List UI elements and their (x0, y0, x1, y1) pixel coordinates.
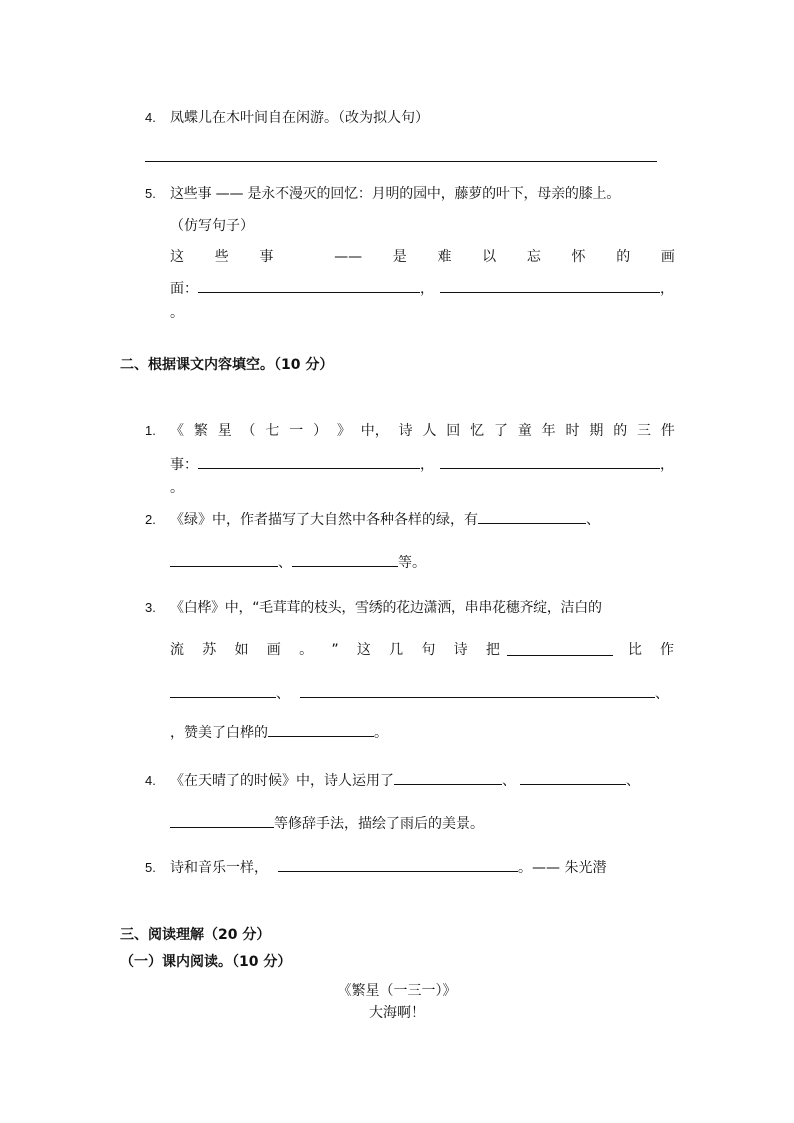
answer-blank[interactable] (170, 552, 278, 567)
separator: 、 (278, 555, 292, 571)
char: 苏 (202, 642, 217, 658)
char: 期 (589, 423, 604, 439)
char: 了 (493, 423, 508, 439)
poem-line: 大海啊！ (369, 1005, 425, 1021)
line-end: 。—— 朱光潜 (518, 860, 607, 876)
question-text: 诗和音乐一样， (170, 860, 268, 876)
char: 把 (485, 642, 500, 658)
separator: 、 (655, 686, 669, 702)
answer-blank[interactable] (440, 454, 660, 469)
question-number: 1. (145, 423, 156, 438)
char: 件 (660, 423, 675, 439)
fill-line (170, 552, 426, 572)
comma: ， (420, 457, 434, 473)
char: 忆 (470, 423, 485, 439)
answer-blank[interactable] (170, 683, 276, 698)
answer-line[interactable] (145, 161, 657, 162)
subsection-title: （一）课内阅读。（10 分） (120, 954, 292, 970)
fill-line (170, 278, 674, 298)
char: 七 (265, 423, 280, 439)
char: 中， (360, 423, 389, 439)
char: 诗 (398, 423, 413, 439)
char: 这 (356, 642, 371, 658)
question-text: 这些事 —— 是永不漫灭的回忆：月明的园中，藤萝的叶下，母亲的膝上。 (170, 186, 621, 202)
char: 几 (389, 642, 404, 658)
char: 年 (541, 423, 556, 439)
question-text: 等修辞手法，描绘了雨后的美景。 (274, 816, 484, 832)
justified-line (170, 246, 675, 266)
comma: ， (420, 281, 434, 297)
char: （ (241, 423, 256, 439)
answer-blank[interactable] (440, 278, 660, 293)
char: 句 (421, 642, 436, 658)
char: 比 (628, 642, 642, 658)
char: 诗 (453, 642, 468, 658)
answer-blank[interactable] (278, 857, 518, 872)
char: 是 (392, 249, 407, 265)
question-note: （仿写句子） (170, 218, 254, 234)
separator: 、 (276, 686, 290, 702)
char: 怀 (571, 249, 586, 265)
char: 难 (437, 249, 452, 265)
question-text: 《在天晴了的时候》中，诗人运用了 (170, 773, 394, 789)
char: 一 (289, 423, 304, 439)
separator: 、 (502, 773, 516, 789)
comma: ， (660, 457, 674, 473)
separator: 、 (626, 773, 640, 789)
section-title: 三、阅读理解（20 分） (120, 927, 271, 943)
dash: —— (334, 249, 363, 265)
question-number: 4. (145, 110, 156, 125)
char: 。 (299, 642, 314, 658)
char: 回 (446, 423, 461, 439)
line-end: 。 (170, 305, 184, 321)
char: 画 (660, 249, 675, 265)
justified-line (170, 639, 500, 659)
question-text: ，赞美了白桦的 (170, 725, 268, 741)
char: 》 (336, 423, 351, 439)
char: 繁 (193, 423, 208, 439)
char: 星 (217, 423, 232, 439)
char: 童 (517, 423, 532, 439)
fill-line (170, 722, 388, 742)
fill-line (170, 454, 674, 474)
char: 这 (170, 249, 184, 265)
fill-line (170, 509, 600, 529)
line-end: 等。 (398, 555, 426, 571)
char: 作 (660, 642, 674, 658)
fill-line (170, 770, 640, 790)
fill-line (170, 813, 484, 833)
answer-blank[interactable] (292, 552, 398, 567)
answer-blank[interactable] (394, 770, 502, 785)
answer-blank[interactable] (170, 813, 274, 828)
answer-blank[interactable] (478, 509, 586, 524)
comma: ， (660, 281, 674, 297)
answer-blank[interactable] (300, 683, 655, 698)
fill-line (170, 857, 606, 877)
char: 人 (422, 423, 437, 439)
char: 以 (482, 249, 497, 265)
answer-line[interactable] (507, 655, 613, 656)
line-start: 面： (170, 281, 198, 297)
fill-line (170, 683, 669, 703)
question-number: 4. (145, 773, 156, 788)
question-text: 凤蝶儿在木叶间自在闲游。（改为拟人句） (170, 110, 429, 126)
char: 流 (170, 642, 184, 658)
answer-blank[interactable] (198, 454, 420, 469)
char: 事 (259, 249, 274, 265)
question-number: 5. (145, 860, 156, 875)
char: 忘 (526, 249, 541, 265)
answer-blank[interactable] (268, 722, 374, 737)
question-number: 5. (145, 186, 156, 201)
section-title: 二、根据课文内容填空。（10 分） (120, 357, 334, 373)
answer-blank[interactable] (198, 278, 420, 293)
answer-blank[interactable] (520, 770, 626, 785)
line-end: 。 (374, 725, 388, 741)
line-start: 事： (170, 457, 198, 473)
char: 的 (616, 249, 631, 265)
separator: 、 (586, 512, 600, 528)
poem-title: 《繁星（一三一）》 (337, 983, 457, 999)
char: 《 (170, 423, 184, 439)
char: 如 (234, 642, 249, 658)
justified-line (170, 420, 675, 440)
char: 的 (613, 423, 628, 439)
char: 画 (266, 642, 281, 658)
question-number: 2. (145, 512, 156, 527)
char: ） (313, 423, 328, 439)
question-text: 《白桦》中，“毛茸茸的枝头，雪绣的花边潇洒，串串花穗齐绽，洁白的 (170, 600, 602, 616)
char: 时 (565, 423, 580, 439)
question-number: 3. (145, 600, 156, 615)
line-end: 。 (170, 480, 184, 496)
char: ” (331, 642, 339, 658)
char: 些 (214, 249, 229, 265)
char: 三 (637, 423, 652, 439)
question-text: 《绿》中，作者描写了大自然中各种各样的绿，有 (170, 512, 478, 528)
